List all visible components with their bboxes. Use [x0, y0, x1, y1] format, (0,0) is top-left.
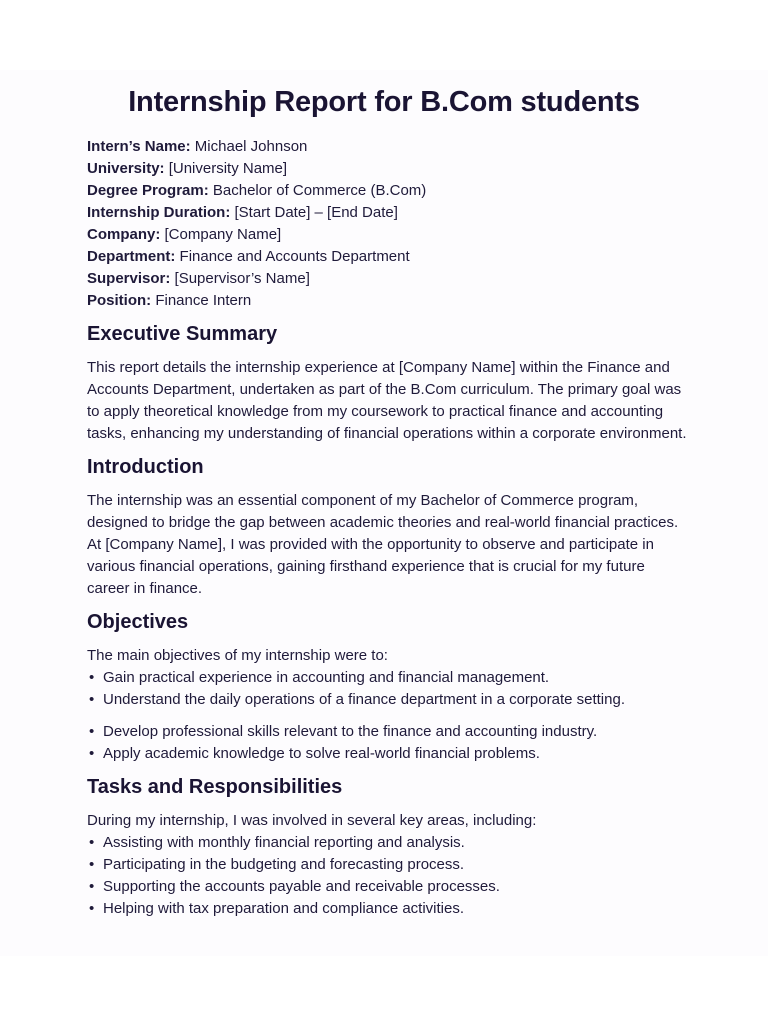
info-supervisor: [87, 268, 687, 290]
info-label: Intern’s Name:: [87, 138, 191, 155]
intern-details: [87, 136, 687, 312]
list-item: [87, 832, 687, 854]
list-item: [87, 854, 687, 876]
bullet-icon: •: [89, 691, 95, 708]
info-label: Internship Duration:: [87, 204, 231, 221]
section-paragraph: This report details the internship experience at [Company Name] within the Finance and Accounts Department, undertaken as part of the B.Com curriculum. The primary goal was to apply theoretical knowledge from my coursework to practical finance and accounting tasks, enhancing my understanding of financial operations within a corporate environment.: [87, 359, 687, 442]
section-introduction: [87, 455, 687, 600]
list-item: [87, 743, 687, 765]
list-item-text: Gain practical experience in accounting and financial management.: [103, 669, 550, 686]
document-body: [87, 136, 687, 920]
info-value: [Start Date] – [End Date]: [230, 204, 398, 221]
info-label: Position:: [87, 292, 152, 309]
list-item-text: Understand the daily operations of a finance department in a corporate setting.: [103, 691, 625, 708]
info-label: Degree Program:: [87, 182, 209, 199]
document-page: [0, 70, 768, 956]
info-value: [Company Name]: [160, 226, 282, 243]
list-item-text: Develop professional skills relevant to the finance and accounting industry.: [103, 723, 598, 740]
section-paragraph: The internship was an essential component of my Bachelor of Commerce program, designed to bridge the gap between academic theories and real-world financial practices. At [Company Name], I was provided with the opportunity to observe and participate in various financial operations, gaining firsthand experience that is crucial for my future career in finance.: [87, 492, 679, 597]
list-item-text: Apply academic knowledge to solve real-world financial problems.: [103, 745, 540, 762]
bullet-icon: •: [89, 900, 95, 917]
info-value: Michael Johnson: [190, 138, 308, 155]
list-item: [87, 876, 687, 898]
info-internship-duration: [87, 202, 687, 224]
section-intro: The main objectives of my internship were to:: [87, 647, 388, 664]
bullet-icon: •: [89, 745, 95, 762]
info-university: [87, 158, 687, 180]
list-item: [87, 689, 687, 711]
info-value: Finance and Accounts Department: [175, 248, 410, 265]
bullet-icon: •: [89, 669, 95, 686]
section-heading: Objectives: [87, 611, 189, 633]
info-degree-program: [87, 180, 687, 202]
bullet-icon: •: [89, 723, 95, 740]
info-label: Supervisor:: [87, 270, 171, 287]
info-label: Department:: [87, 248, 176, 265]
section-objectives: [87, 610, 687, 765]
bullet-icon: •: [89, 856, 95, 873]
info-value: [Supervisor’s Name]: [170, 270, 310, 287]
bullet-icon: •: [89, 834, 95, 851]
info-intern-name: [87, 136, 687, 158]
document-title: Internship Report for B.Com students: [128, 86, 640, 118]
info-position: [87, 290, 687, 312]
objectives-list: [87, 667, 687, 765]
section-executive-summary: [87, 322, 687, 445]
info-label: University:: [87, 160, 165, 177]
list-item-text: Helping with tax preparation and compliance activities.: [103, 900, 465, 917]
tasks-list: [87, 832, 687, 920]
section-heading: Executive Summary: [87, 323, 278, 345]
info-value: Finance Intern: [151, 292, 252, 309]
section-heading: Introduction: [87, 456, 204, 478]
info-value: [University Name]: [164, 160, 288, 177]
list-item: [87, 898, 687, 920]
info-company: [87, 224, 687, 246]
list-item: [87, 721, 687, 743]
section-heading: Tasks and Responsibilities: [87, 776, 343, 798]
info-department: [87, 246, 687, 268]
list-item-text: Assisting with monthly financial reporting and analysis.: [103, 834, 465, 851]
list-item: [87, 667, 687, 689]
section-tasks: [87, 775, 687, 920]
list-item-text: Participating in the budgeting and forecasting process.: [103, 856, 465, 873]
bullet-icon: •: [89, 878, 95, 895]
list-item-text: Supporting the accounts payable and receivable processes.: [103, 878, 500, 895]
info-label: Company:: [87, 226, 161, 243]
info-value: Bachelor of Commerce (B.Com): [208, 182, 427, 199]
section-intro: During my internship, I was involved in several key areas, including:: [87, 812, 537, 829]
